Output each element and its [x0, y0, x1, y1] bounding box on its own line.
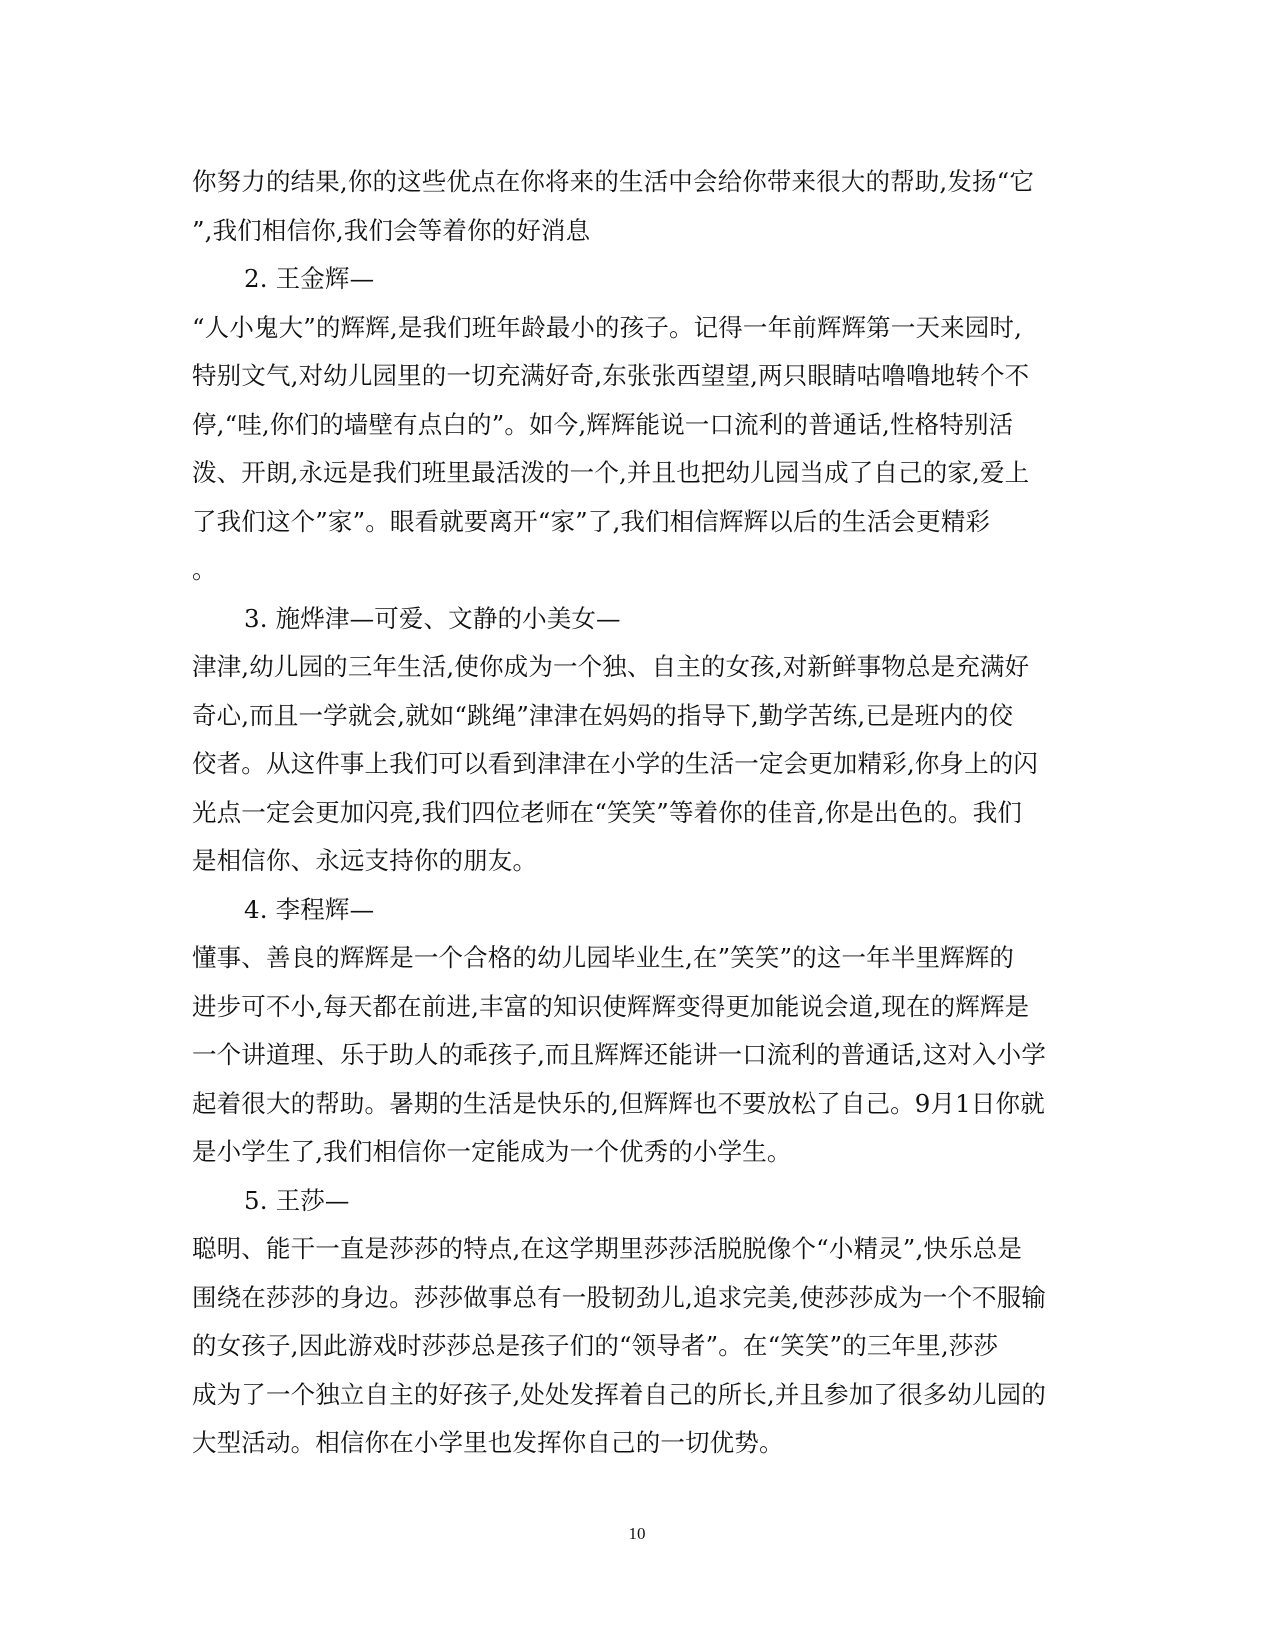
- text-line: 成为了一个独立自主的好孩子,处处发挥着自己的所长,并且参加了很多幼儿园的: [192, 1379, 1046, 1409]
- text-line: 是相信你、永远支持你的朋友。: [192, 846, 538, 875]
- text-line: 佼者。从这件事上我们可以看到津津在小学的生活一定会更加精彩,你身上的闪: [192, 749, 1039, 778]
- text-line: ”,我们相信你,我们会等着你的好消息: [192, 215, 591, 245]
- text-line: 聪明、能干一直是莎莎的特点,在这学期里莎莎活脱脱像个“小精灵”,快乐总是: [192, 1234, 1023, 1263]
- text-line: 进步可不小,每天都在前进,丰富的知识使辉辉变得更加能说会道,现在的辉辉是: [192, 991, 1030, 1021]
- section-heading: 4. 李程辉—: [244, 894, 375, 924]
- section-heading: 3. 施烨津—可爱、文静的小美女—: [244, 603, 621, 633]
- section-heading: 2. 王金辉—: [244, 264, 375, 293]
- text-line: 停,“哇,你们的墙壁有点白的”。如今,辉辉能说一口流利的普通话,性格特别活: [192, 409, 1014, 439]
- text-line: 光点一定会更加闪亮,我们四位老师在“笑笑”等着你的佳音,你是出色的。我们: [192, 797, 1023, 827]
- text-line: 津津,幼儿园的三年生活,使你成为一个独、自主的女孩,对新鲜事物总是充满好: [192, 652, 1030, 681]
- page-number: 10: [628, 1524, 646, 1543]
- text-line: 起着很大的帮助。暑期的生活是快乐的,但辉辉也不要放松了自己。9月1日你就: [192, 1088, 1045, 1118]
- text-line: “人小鬼大”的辉辉,是我们班年龄最小的孩子。记得一年前辉辉第一天来园时,: [192, 312, 1023, 342]
- text-line: 你努力的结果,你的这些优点在你将来的生活中会给你带来很大的帮助,发扬“它: [192, 167, 1034, 196]
- text-line: 是小学生了,我们相信你一定能成为一个优秀的小学生。: [192, 1137, 792, 1166]
- text-line: 了我们这个”家”。眼看就要离开“家”了,我们相信辉辉以后的生活会更精彩: [192, 506, 991, 536]
- text-line: 一个讲道理、乐于助人的乖孩子,而且辉辉还能讲一口流利的普通话,这对入小学: [192, 1040, 1046, 1069]
- text-line: 围绕在莎莎的身边。莎莎做事总有一股韧劲儿,追求完美,使莎莎成为一个不服输: [192, 1282, 1046, 1312]
- text-line: 懂事、善良的辉辉是一个合格的幼儿园毕业生,在”笑笑”的这一年半里辉辉的: [192, 943, 1015, 972]
- text-line: 奇心,而且一学就会,就如“跳绳”津津在妈妈的指导下,勤学苦练,已是班内的佼: [192, 700, 1014, 730]
- text-line: 大型活动。相信你在小学里也发挥你自己的一切优势。: [192, 1428, 784, 1457]
- text-line: 。: [192, 555, 217, 584]
- text-line: 的女孩子,因此游戏时莎莎总是孩子们的“领导者”。在“笑笑”的三年里,莎莎: [192, 1331, 999, 1360]
- text-line: 特别文气,对幼儿园里的一切充满好奇,东张张西望望,两只眼睛咕噜噜地转个不: [192, 361, 1030, 390]
- document-body: [192, 158, 1062, 1468]
- section-heading: 5. 王莎—: [244, 1185, 350, 1215]
- text-line: 泼、开朗,永远是我们班里最活泼的一个,并且也把幼儿园当成了自己的家,爱上: [192, 458, 1030, 487]
